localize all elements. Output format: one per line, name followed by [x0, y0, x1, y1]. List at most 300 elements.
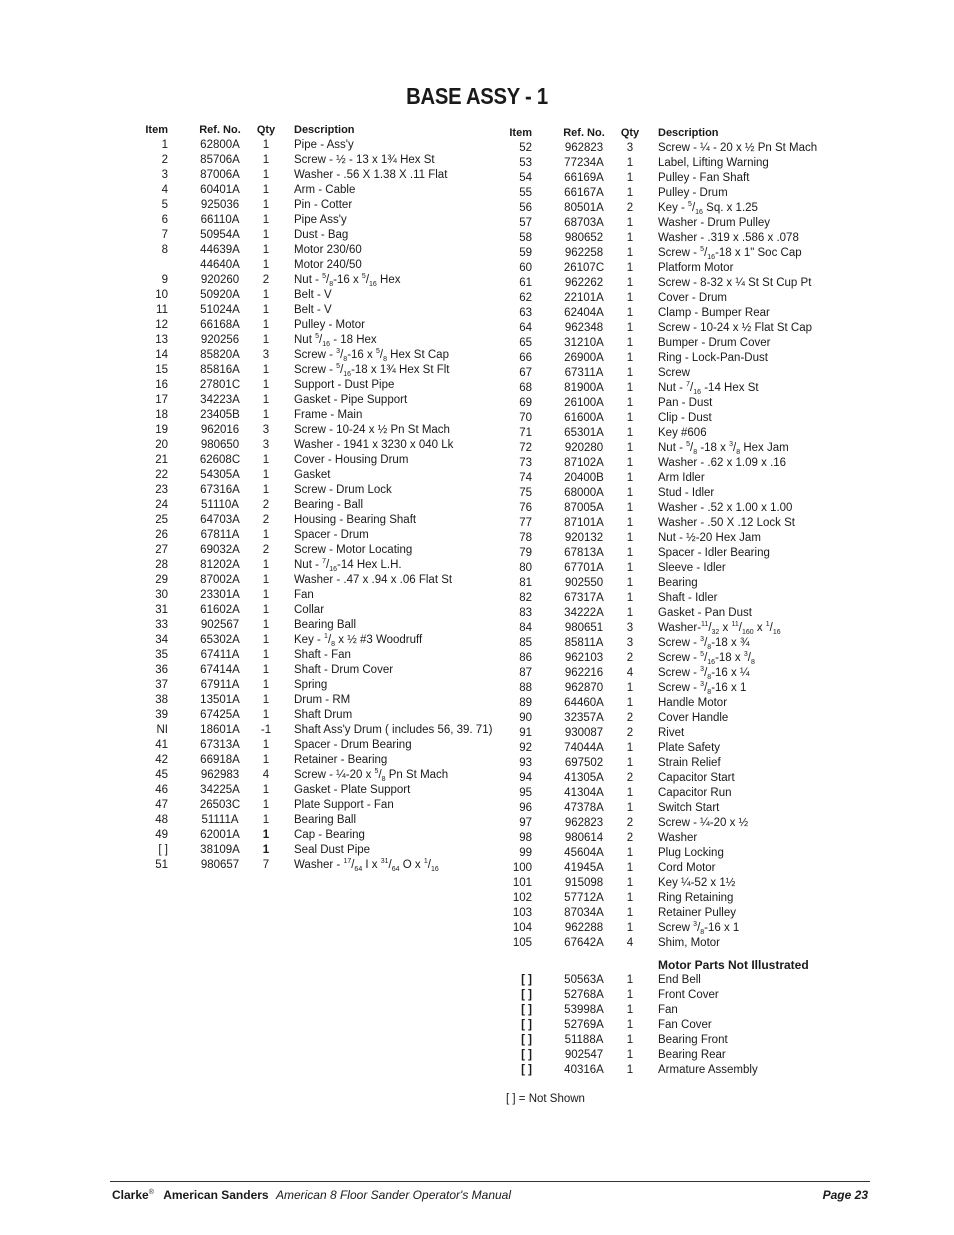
cell-qty: 1 [262, 244, 270, 256]
cell-desc: Support - Dust Pipe [294, 379, 395, 391]
cell-item: 89 [519, 697, 532, 709]
cell-desc: Washer - .62 x 1.09 x .16 [658, 457, 787, 469]
cell-qty: 2 [626, 202, 634, 214]
cell-ref: 44640A [200, 259, 240, 271]
cell-item: 58 [519, 232, 532, 244]
cell-qty: 1 [262, 799, 270, 811]
cell-ref: 77234A [564, 157, 604, 169]
cell-qty: 1 [262, 709, 270, 721]
cell-ref: 51110A [201, 499, 239, 511]
table-row [484, 696, 864, 711]
cell-qty: 1 [262, 559, 270, 571]
table-row [120, 633, 490, 648]
cell-desc: Sleeve - Idler [658, 562, 726, 574]
cell-ref: 87101A [564, 517, 604, 529]
table-row [120, 453, 490, 468]
cell-desc: Washer - .47 x .94 x .06 Flat St [294, 574, 453, 586]
cell-ref: 962016 [200, 424, 240, 436]
cell-qty: 1 [262, 604, 270, 616]
cell-ref: 45604A [564, 847, 604, 859]
cell-qty: 1 [262, 664, 270, 676]
cell-desc: Screw - $^3/_8-16$ x ¼ [658, 666, 750, 681]
cell-desc: Nut - $^7/_{16}$ -14 Hex St [658, 381, 759, 396]
cell-desc: Collar [294, 604, 325, 616]
cell-desc: Screw $^3/_8-16$ x 1 [658, 921, 740, 936]
cell-desc: Bearing Rear [658, 1049, 726, 1061]
table-row [120, 828, 490, 843]
cell-item: 74 [519, 472, 532, 484]
cell-desc: Capacitor Start [658, 772, 735, 784]
cell-item: [ ] [521, 1019, 532, 1031]
cell-qty: 1 [626, 217, 634, 229]
cell-desc: Shaft Ass'y Drum ( includes 56, 39. 71) [294, 724, 493, 736]
cell-item: NI [156, 724, 168, 736]
cell-item: 88 [519, 682, 532, 694]
cell-item: 95 [519, 787, 532, 799]
cell-desc: Screw - $^5/_{16}-18$ x 1¾ Hex St Flt [294, 363, 450, 378]
table-row [484, 546, 864, 561]
cell-item: 57 [519, 217, 532, 229]
table-row [120, 738, 490, 753]
cell-qty: 1 [262, 649, 270, 661]
table-row [484, 1063, 864, 1078]
table-row [484, 741, 864, 756]
cell-ref: 32357A [564, 712, 604, 724]
table-row [484, 681, 864, 696]
manual-title: American 8 Floor Sander Operator's Manual [275, 1188, 512, 1202]
cell-item: 22 [155, 469, 168, 481]
cell-qty: 1 [262, 154, 270, 166]
table-row [484, 471, 864, 486]
cell-desc: Rivet [658, 727, 685, 739]
table-row [120, 438, 490, 453]
cell-item: [ ] [158, 844, 168, 856]
cell-ref: 50954A [200, 229, 240, 241]
cell-ref: 34223A [200, 394, 240, 406]
cell-item: 36 [155, 664, 168, 676]
cell-desc: Nut - $^7/_{16}-14$ Hex L.H. [294, 558, 402, 573]
table-row [120, 573, 490, 588]
cell-qty: 1 [262, 484, 270, 496]
cell-qty: 1 [626, 337, 634, 349]
table-row [484, 831, 864, 846]
cell-qty: 4 [626, 667, 634, 679]
cell-qty: 1 [262, 334, 270, 346]
cell-ref: 69032A [200, 544, 240, 556]
cell-item: 24 [155, 499, 168, 511]
cell-ref: 67813A [564, 547, 604, 559]
cell-ref: 67313A [200, 739, 240, 751]
cell-desc: Washer - $^{17}/_{64}$ I x $^{31}/_{64}$ O x $^1/_{16}$ [294, 858, 439, 873]
cell-ref: 925036 [200, 199, 240, 211]
cell-desc: Washer [658, 832, 698, 844]
cell-qty: 1 [626, 187, 634, 199]
cell-item: 38 [155, 694, 168, 706]
cell-item: 42 [155, 754, 168, 766]
cell-ref: 27801C [199, 379, 241, 391]
cell-qty: 2 [262, 274, 270, 286]
cell-item: 23 [155, 484, 168, 496]
cell-item: 51 [155, 859, 168, 871]
cell-ref: 85816A [200, 364, 240, 376]
cell-desc: Ring Retaining [658, 892, 734, 904]
cell-qty: 1 [626, 562, 634, 574]
cell-desc: Pan - Dust [658, 397, 713, 409]
table-row [120, 708, 490, 723]
cell-item: 76 [519, 502, 532, 514]
cell-ref: 67414A [200, 664, 240, 676]
cell-ref: 52769A [564, 1019, 604, 1031]
cell-desc: Pulley - Motor [294, 319, 365, 331]
cell-ref: 915098 [564, 877, 604, 889]
cell-desc: Pin - Cotter [294, 199, 353, 211]
cell-ref: 57712A [564, 892, 604, 904]
cell-qty: 1 [262, 844, 270, 856]
cell-item: 7 [161, 229, 168, 241]
cell-item: 47 [155, 799, 168, 811]
cell-ref: 81900A [564, 382, 604, 394]
table-row [120, 858, 490, 873]
cell-ref: 962823 [564, 817, 604, 829]
cell-item: 96 [519, 802, 532, 814]
cell-qty: 1 [626, 442, 634, 454]
cell-ref: 962262 [564, 277, 604, 289]
cell-item: 39 [155, 709, 168, 721]
cell-desc: Front Cover [658, 989, 719, 1001]
table-row [120, 183, 490, 198]
cell-desc: Washer - .56 X 1.38 X .11 Flat [294, 169, 448, 181]
cell-desc: Key ¼-52 x 1½ [658, 877, 736, 889]
cell-item: 66 [519, 352, 532, 364]
cell-ref: 26900A [564, 352, 604, 364]
table-row [120, 393, 490, 408]
header-desc: Description [658, 127, 719, 139]
cell-qty: 1 [626, 1034, 634, 1046]
cell-qty: 1 [626, 907, 634, 919]
cell-desc: Screw - ¼ - 20 x ½ Pn St Mach [658, 142, 818, 154]
cell-item: 12 [155, 319, 168, 331]
cell-qty: 2 [626, 772, 634, 784]
cell-ref: 66110A [200, 214, 240, 226]
cell-item: 60 [519, 262, 532, 274]
cell-ref: 87002A [200, 574, 240, 586]
cell-item: 72 [519, 442, 532, 454]
cell-item: 9 [161, 274, 168, 286]
cell-ref: 34222A [564, 607, 604, 619]
cell-ref: 81202A [200, 559, 240, 571]
cell-desc: Cover - Drum [658, 292, 728, 304]
table-row [484, 186, 864, 201]
cell-qty: 1 [262, 409, 270, 421]
cell-qty: 1 [626, 517, 634, 529]
table-row [120, 258, 490, 273]
cell-desc: Clamp - Bumper Rear [658, 307, 770, 319]
page-number: Page 23 [822, 1188, 868, 1202]
cell-item: 37 [155, 679, 168, 691]
cell-desc: Gasket - Pipe Support [294, 394, 408, 406]
cell-ref: 51111A [201, 814, 239, 826]
cell-qty: 1 [262, 169, 270, 181]
cell-qty: 1 [262, 214, 270, 226]
cell-ref: 962823 [564, 142, 604, 154]
cell-desc: Gasket - Pan Dust [658, 607, 752, 619]
cell-ref: 930087 [564, 727, 604, 739]
cell-ref: 20400B [564, 472, 604, 484]
table-row [120, 273, 490, 288]
cell-desc: Gasket - Plate Support [294, 784, 411, 796]
cell-desc: Screw - $^3/_8-16$ x 1 [658, 681, 747, 696]
cell-qty: 4 [626, 937, 634, 949]
cell-desc: Nut - ½-20 Hex Jam [658, 532, 761, 544]
cell-ref: 67642A [564, 937, 604, 949]
table-row [484, 786, 864, 801]
cell-item: 86 [519, 652, 532, 664]
cell-qty: 2 [262, 514, 270, 526]
table-row [484, 201, 864, 216]
cell-desc: Motor 240/50 [294, 259, 362, 271]
cell-item: 91 [519, 727, 532, 739]
table-row [120, 618, 490, 633]
cell-qty: 1 [626, 847, 634, 859]
header-qty: Qty [620, 127, 640, 139]
cell-ref: 54305A [200, 469, 240, 481]
cell-desc: Gasket [294, 469, 331, 481]
cell-item: 59 [519, 247, 532, 259]
cell-qty: 1 [262, 754, 270, 766]
cell-qty: 1 [262, 379, 270, 391]
cell-ref: 67317A [564, 592, 604, 604]
table-row [484, 756, 864, 771]
cell-item: 75 [519, 487, 532, 499]
table-row [484, 261, 864, 276]
cell-ref: 920132 [564, 532, 604, 544]
cell-qty: 1 [262, 679, 270, 691]
cell-ref: 980651 [564, 622, 604, 634]
table-row [484, 516, 864, 531]
cell-desc: Housing - Bearing Shaft [294, 514, 417, 526]
table-row [484, 156, 864, 171]
cell-ref: 980650 [200, 439, 240, 451]
table-row [484, 306, 864, 321]
table-row [120, 603, 490, 618]
cell-item: 97 [519, 817, 532, 829]
cell-ref: 902550 [564, 577, 604, 589]
cell-item: 10 [155, 289, 168, 301]
cell-desc: Platform Motor [658, 262, 734, 274]
table-row [484, 336, 864, 351]
cell-qty: 1 [626, 277, 634, 289]
cell-item: [ ] [521, 1064, 532, 1076]
cell-qty: 3 [626, 637, 634, 649]
cell-item: 102 [512, 892, 532, 904]
cell-qty: 1 [262, 574, 270, 586]
table-row [120, 588, 490, 603]
cell-ref: 920256 [200, 334, 240, 346]
cell-ref: 65301A [564, 427, 604, 439]
cell-desc: Screw - $^3/_8-16$ x $^5/_8$ Hex St Cap [294, 348, 449, 363]
cell-qty: 1 [626, 877, 634, 889]
cell-desc: Pulley - Drum [658, 187, 728, 199]
cell-qty: 1 [626, 502, 634, 514]
table-row [484, 426, 864, 441]
cell-item: 19 [155, 424, 168, 436]
cell-qty: 1 [626, 292, 634, 304]
cell-qty: 1 [626, 862, 634, 874]
table-row [484, 771, 864, 786]
not-shown-note: [ ] = Not Shown [506, 1093, 585, 1105]
table-row [120, 813, 490, 828]
cell-item: 90 [519, 712, 532, 724]
cell-ref: 44639A [200, 244, 240, 256]
cell-ref: 23405B [200, 409, 240, 421]
cell-item: 17 [155, 394, 168, 406]
cell-qty: 1 [262, 364, 270, 376]
cell-qty: 1 [626, 367, 634, 379]
cell-desc: Arm Idler [658, 472, 705, 484]
cell-desc: Key - $^5/_{16}$ Sq. x 1.25 [658, 201, 758, 216]
table-row [120, 753, 490, 768]
table-row [120, 468, 490, 483]
cell-item: 68 [519, 382, 532, 394]
cell-desc: Motor 230/60 [294, 244, 362, 256]
table-row [120, 798, 490, 813]
cell-desc: Bearing Ball [294, 814, 357, 826]
table-row [120, 408, 490, 423]
cell-qty: 1 [626, 757, 634, 769]
cell-desc: Handle Motor [658, 697, 728, 709]
cell-desc: Shim, Motor [658, 937, 720, 949]
cell-ref: 66167A [564, 187, 604, 199]
cell-ref: 74044A [564, 742, 604, 754]
cell-qty: 1 [262, 394, 270, 406]
cell-ref: 962348 [564, 322, 604, 334]
table-row [484, 291, 864, 306]
cell-desc: Washer - Drum Pulley [658, 217, 771, 229]
cell-item: [ ] [521, 989, 532, 1001]
cell-desc: Shaft - Drum Cover [294, 664, 394, 676]
cell-ref: 920260 [200, 274, 240, 286]
cell-item: 79 [519, 547, 532, 559]
cell-qty: 1 [626, 412, 634, 424]
table-row [484, 321, 864, 336]
cell-qty: 1 [626, 157, 634, 169]
cell-ref: 26503C [199, 799, 241, 811]
cell-qty: 1 [262, 694, 270, 706]
cell-qty: 1 [262, 739, 270, 751]
table-row [484, 636, 864, 651]
cell-qty: 1 [626, 1049, 634, 1061]
cell-qty: 1 [262, 289, 270, 301]
cell-item: 14 [155, 349, 168, 361]
cell-item: 64 [519, 322, 532, 334]
table-row [484, 531, 864, 546]
cell-ref: 67411A [200, 649, 240, 661]
cell-ref: 31210A [564, 337, 604, 349]
cell-item: 53 [519, 157, 532, 169]
cell-qty: 1 [626, 472, 634, 484]
cell-item: 54 [519, 172, 532, 184]
table-row [484, 501, 864, 516]
cell-ref: 50920A [200, 289, 240, 301]
cell-item: 27 [155, 544, 168, 556]
cell-item: 67 [519, 367, 532, 379]
cell-qty: 1 [262, 229, 270, 241]
table-row [484, 456, 864, 471]
cell-desc: Bearing Ball [294, 619, 357, 631]
table-row [120, 228, 490, 243]
cell-qty: 1 [262, 589, 270, 601]
cell-ref: 41305A [564, 772, 604, 784]
cell-item: [ ] [521, 1034, 532, 1046]
cell-ref: 87034A [564, 907, 604, 919]
cell-qty: 1 [626, 232, 634, 244]
cell-item: 49 [155, 829, 168, 841]
cell-desc: Retainer - Bearing [294, 754, 388, 766]
cell-qty: 1 [626, 892, 634, 904]
table-row [484, 231, 864, 246]
cell-qty: 3 [262, 424, 270, 436]
table-row [120, 378, 490, 393]
cell-ref: 67701A [564, 562, 604, 574]
cell-qty: 1 [626, 382, 634, 394]
cell-ref: 60401A [200, 184, 240, 196]
cell-qty: 1 [262, 454, 270, 466]
table-row [120, 498, 490, 513]
cell-item: 65 [519, 337, 532, 349]
cell-ref: 980652 [564, 232, 604, 244]
table-row [484, 141, 864, 156]
cell-desc: Shaft - Fan [294, 649, 351, 661]
cell-ref: 87005A [564, 502, 604, 514]
cell-ref: 85811A [564, 637, 604, 649]
cell-desc: Belt - V [294, 289, 332, 301]
cell-desc: Screw - 8-32 x ¼ St St Cup Pt [658, 277, 812, 289]
cell-desc: Retainer Pulley [658, 907, 736, 919]
table-row [484, 726, 864, 741]
cell-ref: 41945A [564, 862, 604, 874]
cell-qty: 1 [626, 577, 634, 589]
table-row [120, 168, 490, 183]
table-row [120, 768, 490, 783]
cell-item: [ ] [521, 1049, 532, 1061]
cell-ref: 53998A [564, 1004, 604, 1016]
table-row [484, 988, 864, 1003]
cell-item: [ ] [521, 974, 532, 986]
cell-desc: Plug Locking [658, 847, 724, 859]
table-header [120, 123, 490, 138]
cell-qty: 1 [262, 814, 270, 826]
cell-qty: 1 [626, 247, 634, 259]
table-row [484, 1018, 864, 1033]
table-row [484, 276, 864, 291]
cell-desc: Screw - 10-24 x ½ Pn St Mach [294, 424, 450, 436]
cell-ref: 87006A [200, 169, 240, 181]
cell-item: 104 [512, 922, 532, 934]
cell-item: 87 [519, 667, 532, 679]
cell-desc: Screw - $^5/_{16}-18$ x 1" Soc Cap [658, 246, 802, 261]
cell-ref: 85820A [200, 349, 240, 361]
cell-desc: Screw [658, 367, 690, 379]
cell-desc: Fan Cover [658, 1019, 712, 1031]
cell-qty: 2 [626, 712, 634, 724]
cell-qty: 4 [262, 769, 270, 781]
cell-qty: 1 [262, 259, 270, 271]
cell-ref: 26107C [563, 262, 605, 274]
cell-desc: Screw - Motor Locating [294, 544, 413, 556]
cell-qty: 1 [626, 322, 634, 334]
cell-qty: 3 [262, 349, 270, 361]
table-row [484, 171, 864, 186]
